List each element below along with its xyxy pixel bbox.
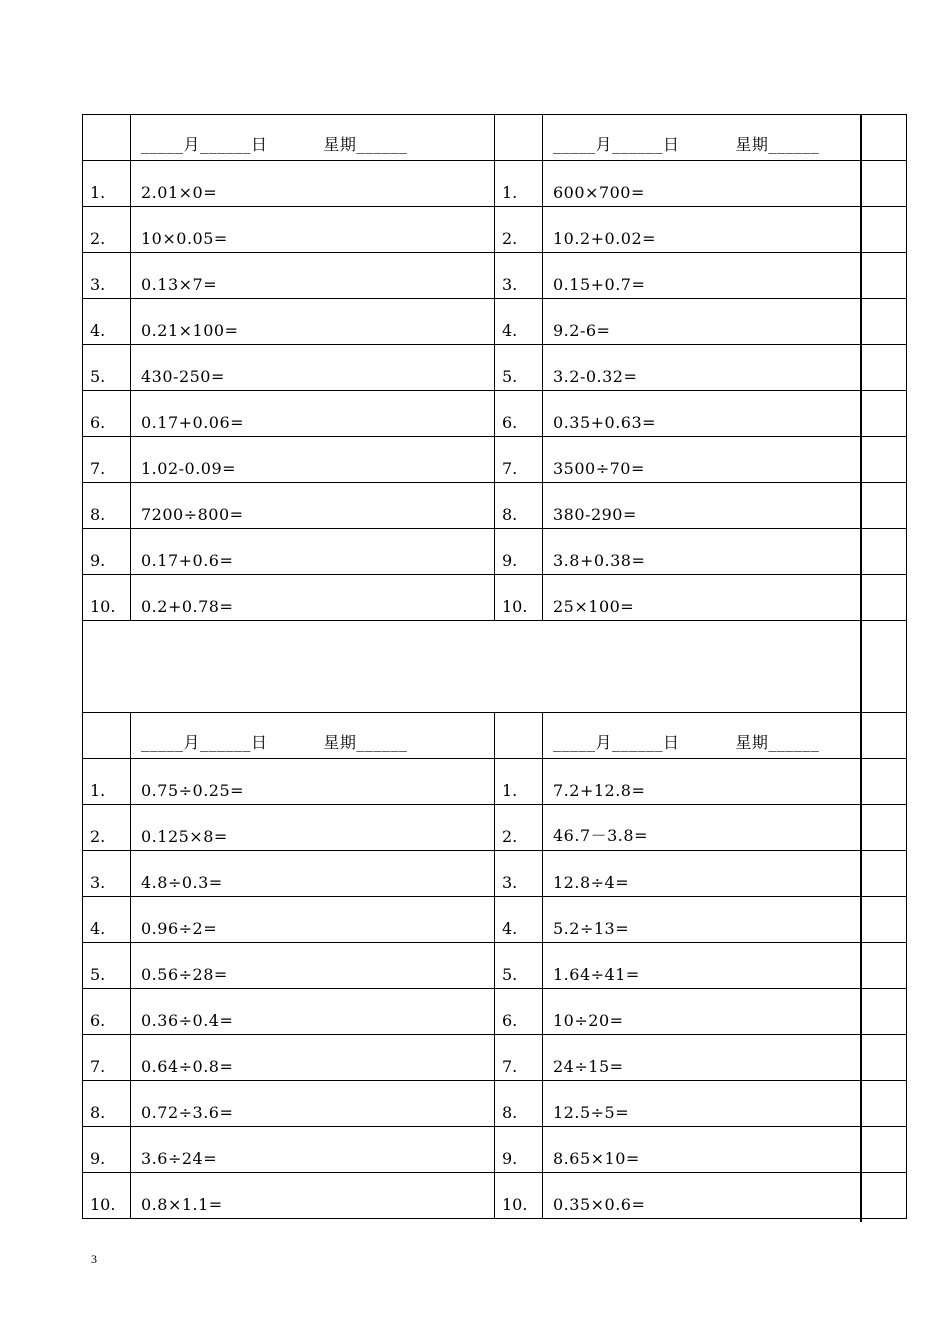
problem-row [83, 943, 907, 989]
problem-expression: 430-250= [131, 345, 495, 391]
problem-expression: 2.01×0= [131, 161, 495, 207]
problem-number: 6. [83, 989, 131, 1035]
problem-expression: 10×0.05= [131, 207, 495, 253]
problem-expression: 0.125×8= [131, 805, 495, 851]
problem-expression: 24÷15= [543, 1035, 907, 1081]
problem-number: 5. [495, 943, 543, 989]
problem-row [83, 759, 907, 805]
problem-number: 4. [495, 299, 543, 345]
problem-number: 4. [83, 897, 131, 943]
problem-number: 1. [495, 161, 543, 207]
problem-expression: 0.75÷0.25= [131, 759, 495, 805]
problem-row [83, 391, 907, 437]
problem-expression: 600×700= [543, 161, 907, 207]
problem-expression: 3500÷70= [543, 437, 907, 483]
problem-expression: 10.2+0.02= [543, 207, 907, 253]
problem-number: 1. [83, 161, 131, 207]
problem-expression: 8.65×10= [543, 1127, 907, 1173]
problem-expression: 1.64÷41= [543, 943, 907, 989]
problem-expression: 0.56÷28= [131, 943, 495, 989]
problem-expression: 0.64÷0.8= [131, 1035, 495, 1081]
problem-number: 6. [495, 989, 543, 1035]
problem-row [83, 1035, 907, 1081]
worksheet-table [82, 114, 907, 1219]
problem-row [83, 345, 907, 391]
problem-number: 7. [83, 1035, 131, 1081]
problem-row [83, 161, 907, 207]
problem-number: 4. [495, 897, 543, 943]
problem-number: 2. [495, 207, 543, 253]
problem-expression: 3.2-0.32= [543, 345, 907, 391]
blank-gap-cell [83, 621, 907, 713]
problem-expression: 46.7－3.8= [543, 805, 907, 851]
problem-number: 10. [495, 575, 543, 621]
problem-row [83, 207, 907, 253]
problem-row [83, 575, 907, 621]
right-border-rule [860, 114, 862, 1222]
problem-row [83, 253, 907, 299]
problem-expression: 0.8×1.1= [131, 1173, 495, 1219]
date-weekday-field: _____月______日 星期______ [543, 713, 907, 759]
problem-number: 8. [495, 483, 543, 529]
problem-number: 9. [495, 529, 543, 575]
problem-expression: 0.72÷3.6= [131, 1081, 495, 1127]
problem-number: 4. [83, 299, 131, 345]
page-number: 3 [91, 1252, 97, 1266]
problem-number: 2. [83, 207, 131, 253]
problem-number: 10. [83, 1173, 131, 1219]
date-header-row [83, 713, 907, 759]
problem-expression: 0.96÷2= [131, 897, 495, 943]
date-weekday-field: _____月______日 星期______ [131, 115, 495, 161]
problem-expression: 0.15+0.7= [543, 253, 907, 299]
header-number-cell [495, 115, 543, 161]
problem-number: 2. [83, 805, 131, 851]
problem-expression: 0.2+0.78= [131, 575, 495, 621]
problem-number: 1. [495, 759, 543, 805]
date-weekday-field: _____月______日 星期______ [543, 115, 907, 161]
problem-expression: 0.17+0.06= [131, 391, 495, 437]
problem-row [83, 483, 907, 529]
problem-number: 3. [495, 851, 543, 897]
problem-row [83, 437, 907, 483]
problem-expression: 3.6÷24= [131, 1127, 495, 1173]
problem-number: 9. [495, 1127, 543, 1173]
problem-expression: 0.21×100= [131, 299, 495, 345]
problem-expression: 0.35+0.63= [543, 391, 907, 437]
problem-number: 9. [83, 529, 131, 575]
problem-number: 10. [83, 575, 131, 621]
header-number-cell [495, 713, 543, 759]
problem-expression: 4.8÷0.3= [131, 851, 495, 897]
problem-expression: 7200÷800= [131, 483, 495, 529]
problem-number: 8. [495, 1081, 543, 1127]
date-header-row [83, 115, 907, 161]
problem-number: 8. [83, 483, 131, 529]
problem-number: 5. [83, 943, 131, 989]
problem-expression: 25×100= [543, 575, 907, 621]
problem-row [83, 989, 907, 1035]
problem-number: 7. [83, 437, 131, 483]
problem-row [83, 299, 907, 345]
problem-number: 9. [83, 1127, 131, 1173]
problem-number: 5. [83, 345, 131, 391]
problem-expression: 10÷20= [543, 989, 907, 1035]
problem-expression: 5.2÷13= [543, 897, 907, 943]
problem-number: 3. [495, 253, 543, 299]
problem-number: 6. [83, 391, 131, 437]
problem-number: 7. [495, 1035, 543, 1081]
problem-row [83, 1127, 907, 1173]
problem-number: 1. [83, 759, 131, 805]
problem-number: 6. [495, 391, 543, 437]
problem-number: 7. [495, 437, 543, 483]
problem-number: 2. [495, 805, 543, 851]
problem-expression: 380-290= [543, 483, 907, 529]
header-number-cell [83, 115, 131, 161]
problem-expression: 1.02-0.09= [131, 437, 495, 483]
problem-row [83, 1173, 907, 1219]
problem-expression: 12.5÷5= [543, 1081, 907, 1127]
problem-expression: 0.35×0.6= [543, 1173, 907, 1219]
problem-row [83, 851, 907, 897]
problem-expression: 0.13×7= [131, 253, 495, 299]
problem-expression: 9.2-6= [543, 299, 907, 345]
problem-row [83, 529, 907, 575]
problem-expression: 3.8+0.38= [543, 529, 907, 575]
problem-number: 3. [83, 851, 131, 897]
problem-number: 3. [83, 253, 131, 299]
problem-expression: 7.2+12.8= [543, 759, 907, 805]
problem-number: 8. [83, 1081, 131, 1127]
header-number-cell [83, 713, 131, 759]
problem-row [83, 897, 907, 943]
problem-row [83, 1081, 907, 1127]
problem-number: 10. [495, 1173, 543, 1219]
problem-expression: 0.17+0.6= [131, 529, 495, 575]
date-weekday-field: _____月______日 星期______ [131, 713, 495, 759]
problem-expression: 0.36÷0.4= [131, 989, 495, 1035]
section-gap-row [83, 621, 907, 713]
problem-row [83, 805, 907, 851]
problem-expression: 12.8÷4= [543, 851, 907, 897]
problem-number: 5. [495, 345, 543, 391]
